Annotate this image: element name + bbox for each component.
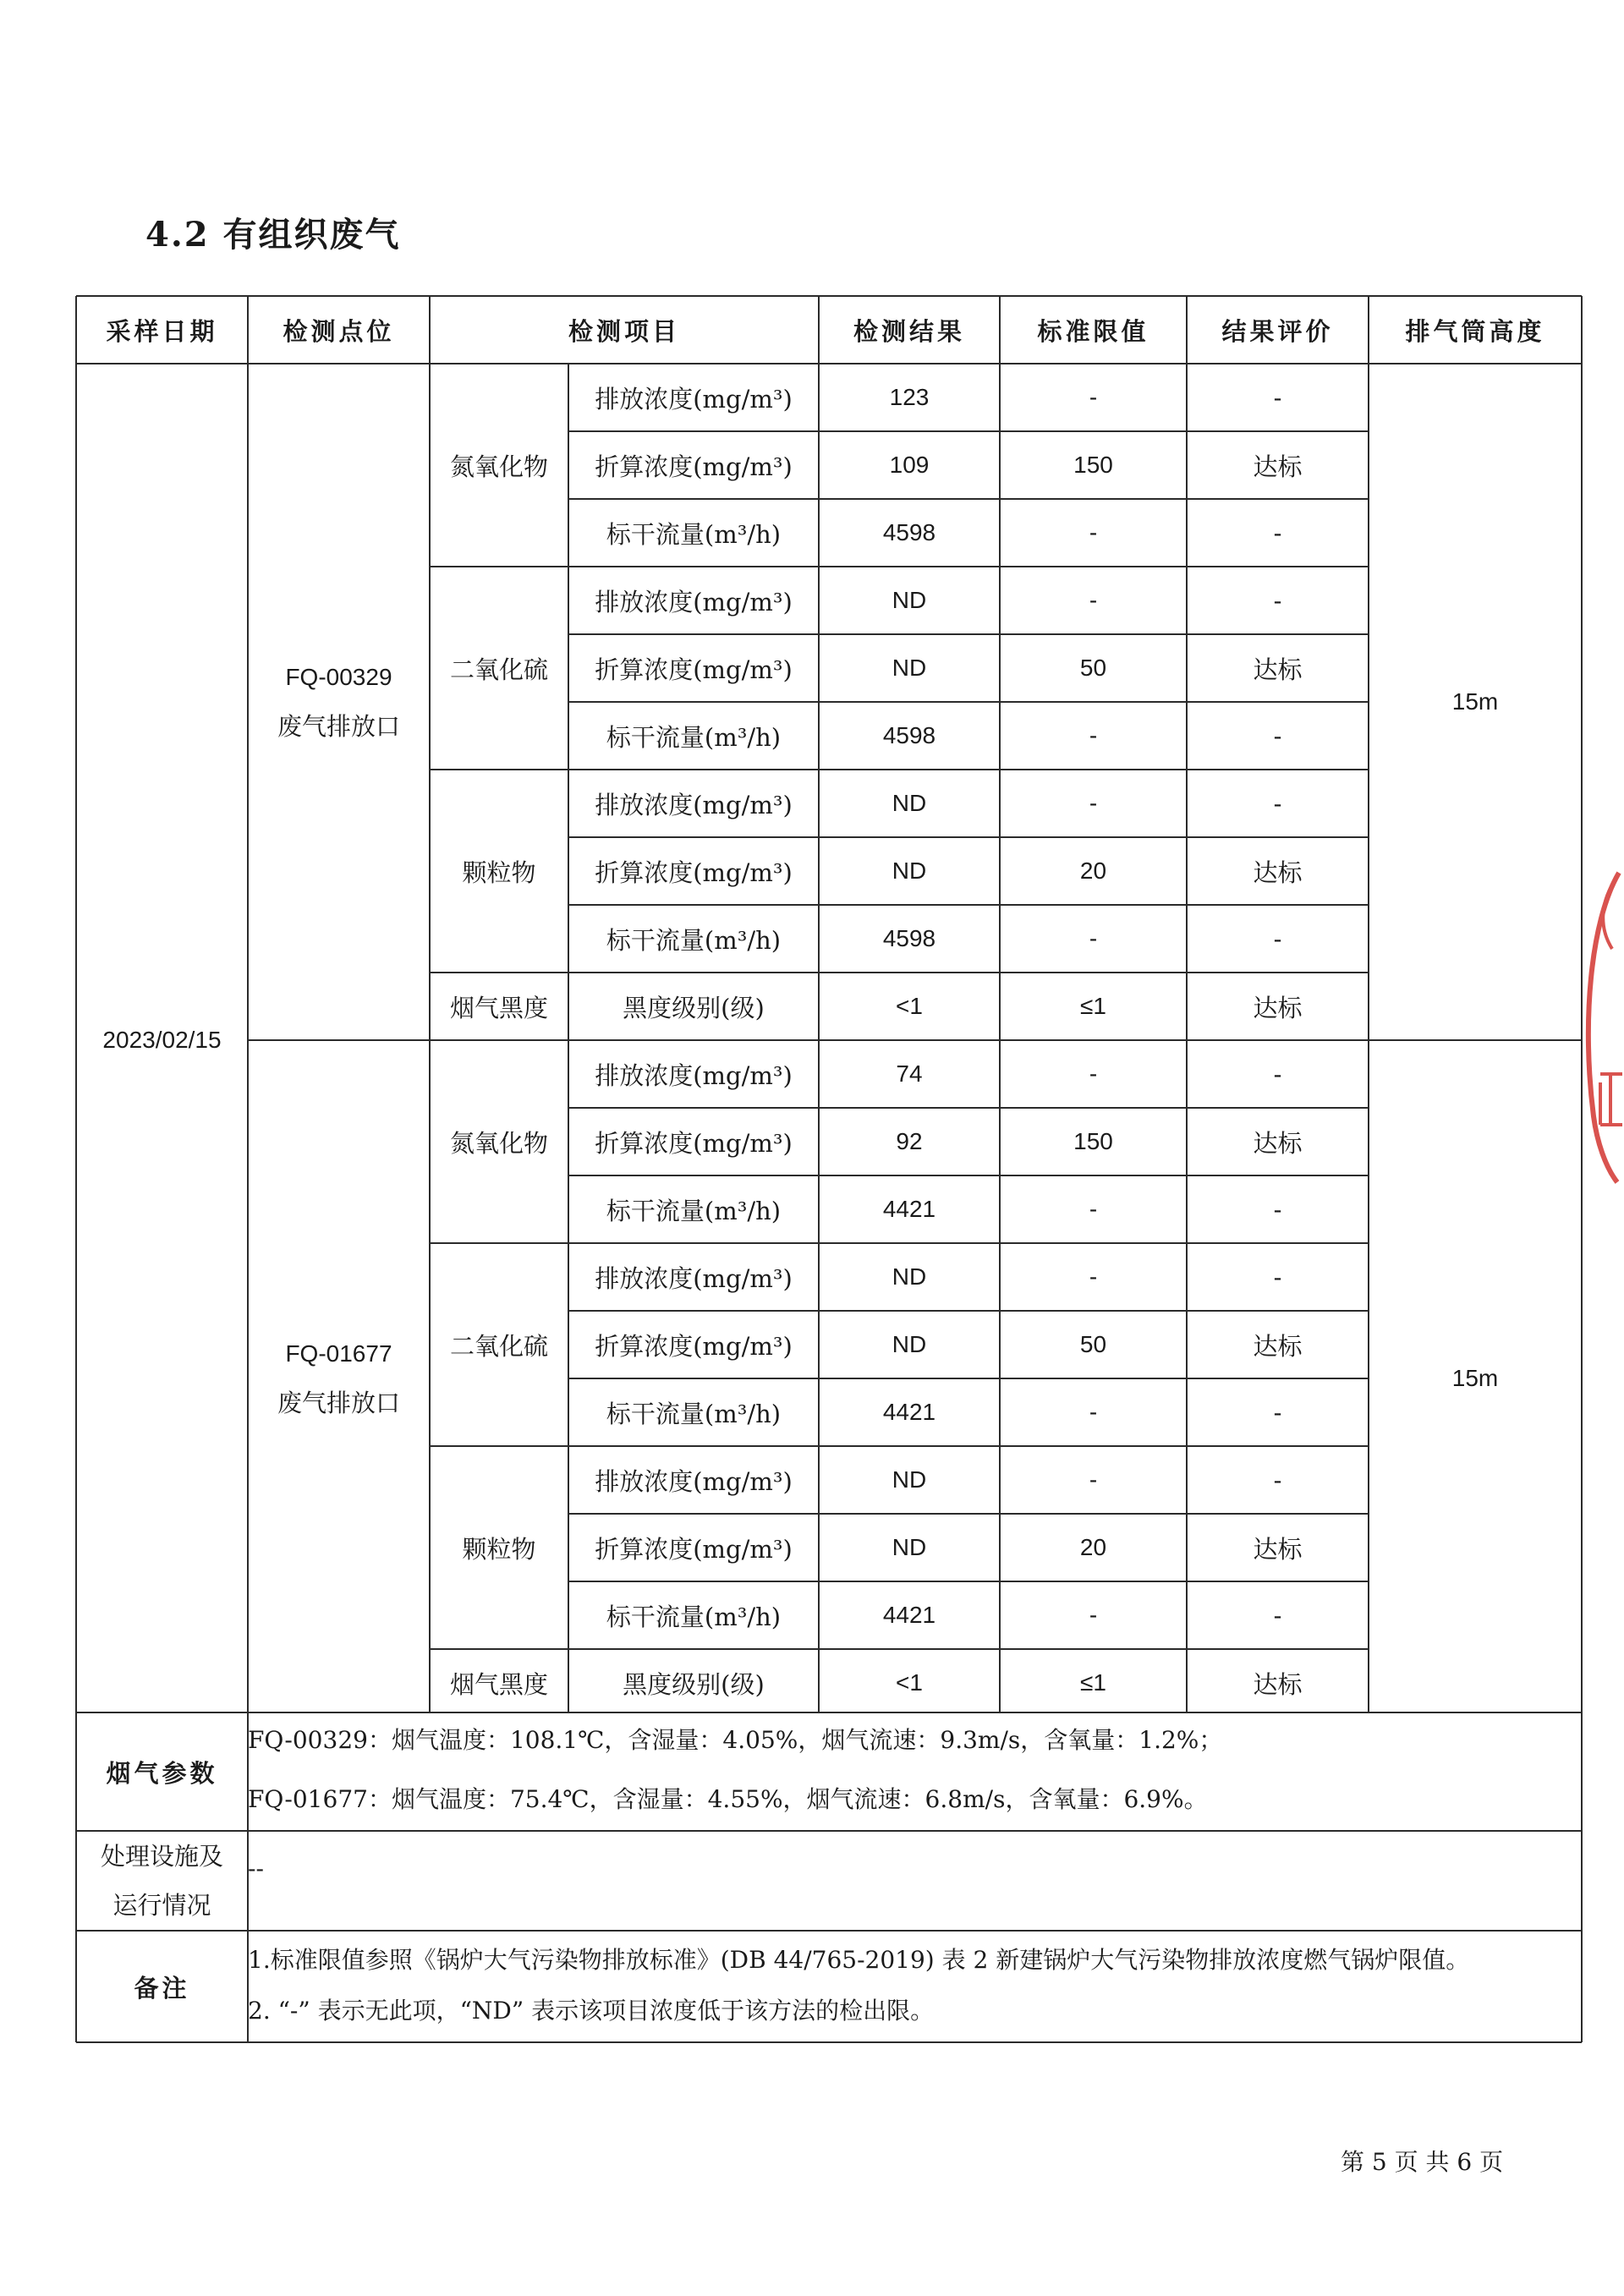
item-cell: 折算浓度(mg/m³) — [595, 858, 793, 887]
limit-cell: - — [1089, 925, 1098, 951]
pollutant-cell: 烟气黑度 — [449, 993, 548, 1022]
item-cell: 黑度级别(级) — [623, 993, 765, 1022]
monitoring-point-line: FQ-00329 — [285, 664, 392, 690]
header-cell: 标准限值 — [1037, 316, 1149, 346]
treatment-value: -- — [248, 1855, 264, 1882]
limit-cell: - — [1089, 384, 1098, 410]
item-cell: 标干流量(m³/h) — [606, 1399, 782, 1428]
result-cell: ND — [892, 1331, 927, 1357]
result-cell: 4598 — [882, 925, 936, 951]
result-cell: ND — [892, 1534, 927, 1560]
pollutant-cell: 颗粒物 — [462, 858, 536, 887]
eval-cell: - — [1273, 789, 1282, 818]
limit-cell: 20 — [1079, 1534, 1107, 1560]
eval-cell: 达标 — [1253, 655, 1303, 684]
pollutant-cell: 烟气黑度 — [449, 1669, 548, 1699]
eval-cell: 达标 — [1253, 1331, 1303, 1361]
limit-cell: - — [1089, 1466, 1098, 1493]
limit-cell: - — [1089, 587, 1098, 613]
limit-cell: - — [1089, 1602, 1098, 1628]
item-cell: 折算浓度(mg/m³) — [595, 1128, 793, 1158]
eval-cell: - — [1273, 924, 1282, 953]
monitoring-point — [248, 1040, 430, 1717]
header-cell: 检测结果 — [853, 316, 965, 346]
eval-cell: 达标 — [1253, 1128, 1303, 1158]
item-cell: 折算浓度(mg/m³) — [595, 452, 793, 481]
remark-line-2: 2. “-” 表示无此项，“ND” 表示该项目浓度低于该方法的检出限。 — [248, 1997, 935, 2025]
monitoring-point-line: 废气排放口 — [277, 712, 400, 741]
item-cell: 排放浓度(mg/m³) — [595, 1060, 793, 1090]
limit-cell: - — [1089, 722, 1098, 748]
header-cell: 结果评价 — [1221, 316, 1334, 346]
limit-cell: 150 — [1073, 452, 1113, 478]
pollutant-cell: 颗粒物 — [462, 1534, 536, 1564]
limit-cell: 50 — [1079, 1331, 1107, 1357]
limit-cell: 150 — [1073, 1128, 1113, 1154]
item-cell: 标干流量(m³/h) — [606, 1196, 782, 1225]
eval-cell: - — [1273, 1466, 1282, 1494]
stack-height-cell: 15m — [1451, 1365, 1499, 1391]
red-seal-stamp — [1575, 871, 1624, 1184]
pollutant-cell: 二氧化硫 — [449, 655, 548, 684]
eval-cell: - — [1273, 383, 1282, 412]
item-cell: 排放浓度(mg/m³) — [595, 790, 793, 819]
item-cell: 排放浓度(mg/m³) — [595, 587, 793, 616]
result-cell: <1 — [896, 1669, 923, 1696]
result-cell: 4598 — [882, 519, 936, 545]
treatment-label — [76, 1831, 248, 1931]
eval-cell: - — [1273, 586, 1282, 615]
item-cell: 折算浓度(mg/m³) — [595, 655, 793, 684]
item-cell: 标干流量(m³/h) — [606, 519, 782, 549]
limit-cell: - — [1089, 519, 1098, 545]
result-cell: ND — [892, 1466, 927, 1493]
limit-cell: - — [1089, 790, 1098, 816]
item-cell: 排放浓度(mg/m³) — [595, 1263, 793, 1293]
result-cell: 4421 — [882, 1196, 936, 1222]
header-cell: 排气筒高度 — [1405, 316, 1545, 346]
item-cell: 排放浓度(mg/m³) — [595, 1466, 793, 1496]
eval-cell: - — [1273, 1398, 1282, 1427]
monitoring-point-line: FQ-01677 — [285, 1340, 392, 1367]
item-cell: 折算浓度(mg/m³) — [595, 1331, 793, 1361]
section-title: 4.2 有组织废气 — [145, 215, 401, 255]
treatment-label-line: 运行情况 — [112, 1891, 211, 1920]
item-cell: 标干流量(m³/h) — [606, 925, 782, 955]
result-cell: ND — [892, 790, 927, 816]
result-cell: ND — [892, 858, 927, 884]
result-cell: 4598 — [882, 722, 936, 748]
limit-cell: - — [1089, 1399, 1098, 1425]
eval-cell: 达标 — [1253, 993, 1303, 1022]
page-footer: 第 5 页 共 6 页 — [1341, 2148, 1504, 2176]
eval-cell: - — [1273, 1601, 1282, 1630]
header-cell: 检测点位 — [283, 316, 395, 346]
eval-cell: 达标 — [1253, 1534, 1303, 1564]
eval-cell: 达标 — [1253, 858, 1303, 887]
eval-cell: - — [1273, 1263, 1282, 1291]
eval-cell: 达标 — [1253, 1669, 1303, 1699]
flue-params-label: 烟气参数 — [106, 1758, 218, 1788]
limit-cell: ≤1 — [1080, 993, 1106, 1019]
item-cell: 折算浓度(mg/m³) — [595, 1534, 793, 1564]
limit-cell: - — [1089, 1263, 1098, 1290]
limit-cell: - — [1089, 1060, 1098, 1087]
limit-cell: ≤1 — [1080, 1669, 1106, 1696]
remark-line-1: 1.标准限值参照《锅炉大气污染物排放标准》(DB 44/765-2019) 表 2 新建锅炉大气污染物排放浓度燃气锅炉限值。 — [248, 1946, 1470, 1974]
eval-cell: - — [1273, 721, 1282, 750]
result-cell: ND — [892, 1263, 927, 1290]
result-cell: <1 — [896, 993, 923, 1019]
sampling-date-cell: 2023/02/15 — [102, 1027, 222, 1053]
eval-cell: - — [1273, 1060, 1282, 1088]
result-cell: 4421 — [882, 1602, 936, 1628]
remarks-label: 备注 — [134, 1973, 190, 2003]
item-cell: 排放浓度(mg/m³) — [595, 384, 793, 414]
header-cell: 采样日期 — [106, 316, 218, 346]
pollutant-cell: 氮氧化物 — [449, 452, 548, 481]
result-cell: ND — [892, 587, 927, 613]
eval-cell: - — [1273, 1195, 1282, 1224]
limit-cell: 50 — [1079, 655, 1107, 681]
limit-cell: - — [1089, 1196, 1098, 1222]
result-cell: 74 — [896, 1060, 923, 1087]
result-cell: 123 — [889, 384, 930, 410]
monitoring-point-line: 废气排放口 — [277, 1389, 400, 1417]
eval-cell: 达标 — [1253, 452, 1303, 481]
pollutant-cell: 氮氧化物 — [449, 1128, 548, 1158]
stack-height-cell: 15m — [1451, 688, 1499, 715]
treatment-label-line: 处理设施及 — [100, 1842, 223, 1871]
item-cell: 标干流量(m³/h) — [606, 722, 782, 752]
flue-params-line-2: FQ-01677：烟气温度：75.4℃，含湿量：4.55%，烟气流速：6.8m/s，含氧量：6.9%。 — [248, 1785, 1208, 1813]
header-cell: 检测项目 — [568, 316, 680, 346]
eval-cell: - — [1273, 518, 1282, 547]
pollutant-cell: 二氧化硫 — [449, 1331, 548, 1361]
result-cell: 109 — [889, 452, 930, 478]
monitoring-point — [248, 364, 430, 1040]
item-cell: 黑度级别(级) — [623, 1669, 765, 1699]
flue-params-line-1: FQ-00329：烟气温度：108.1℃，含湿量：4.05%，烟气流速：9.3m/s，含氧量：1.2%； — [248, 1726, 1223, 1754]
limit-cell: 20 — [1079, 858, 1107, 884]
result-cell: 92 — [896, 1128, 923, 1154]
item-cell: 标干流量(m³/h) — [606, 1602, 782, 1631]
result-cell: 4421 — [882, 1399, 936, 1425]
result-cell: ND — [892, 655, 927, 681]
